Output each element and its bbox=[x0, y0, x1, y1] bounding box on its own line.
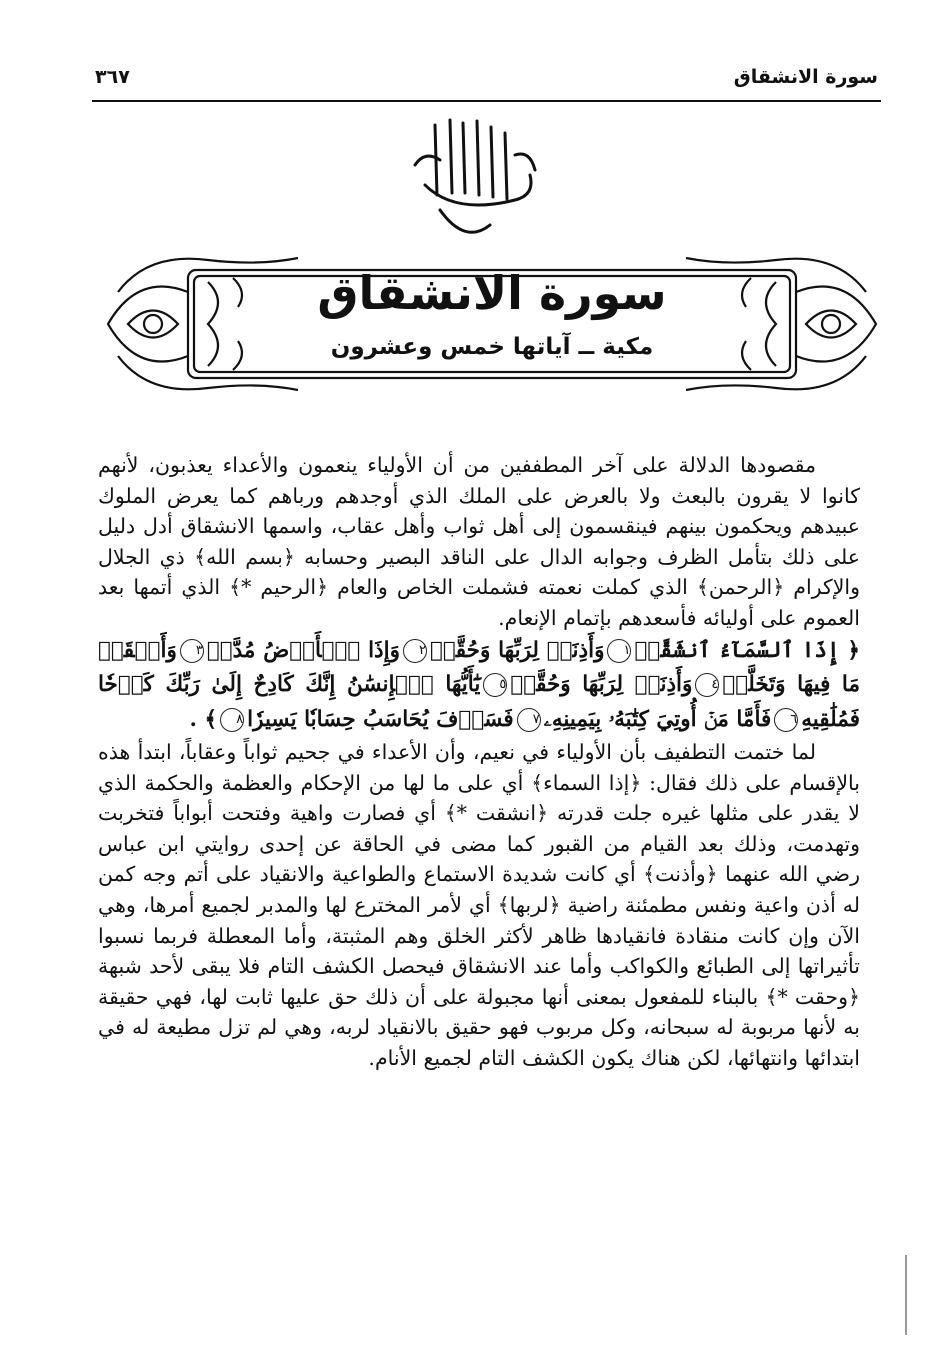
verse-6: يَٰٓأَيُّهَا ٱلۡإِنسَٰنُ إِنَّكَ كَادِحٌ إِلَىٰ رَبِّكَ كَدۡحٗا فَمُلَٰقِيهِ bbox=[98, 672, 860, 732]
intro-paragraph: مقصودها الدلالة على آخر المطففين من أن الأولياء ينعمون والأعداء يعذبون، لأنهم كانوا لا يقرون بالبعث ولا بالعرض على الملك الذي أوجدهم ورباهم كما يعرض الملوك عبيدهم ويحكمون بينهم فينقسمون إلى أهل ثواب وأهل عقاب، واسمها الانشقاق أدل دليل على ذلك بتأمل الظرف وجوابه الدال على الناقد البصير وحسابه ﴿بسم الله﴾ ذي الجلال والإكرام ﴿الرحمن﴾ الذي كملت نعمته فشملت الخاص والعام ﴿الرحيم *﴾ الذي أتمها بعد العموم على أوليائه فأسعدهم بإتمام الإنعام. bbox=[98, 453, 860, 630]
header-rule bbox=[92, 100, 881, 102]
verse-close: ﴾ . bbox=[189, 706, 218, 732]
running-head-surah-name: سورة الانشقاق bbox=[733, 66, 878, 88]
quran-verses bbox=[98, 634, 860, 738]
verse-number-6: ٦ bbox=[774, 708, 798, 732]
commentary-paragraph: لما ختمت التطفيف بأن الأولياء في نعيم، وأن الأعداء في جحيم ثواباً وعقاباً، ابتدأ هذه بالإقسام على ذلك فقال: ﴿إذا السماء﴾ أي على ما لها من الإحكام والعظمة والحكمة الذي لا يقدر على مثلها غيره جلت قدرته ﴿انشقت *﴾ أي فصارت واهية وفتحت أبواباً فتخربت وتهدمت، وذلك بعد القيام من القبور كما مضى في الحاقة عن إحدى روايتي ابن عباس رضي الله عنهما ﴿وأذنت﴾ أي كانت شديدة الاستماع والطواعية والانقياد على أتم وجه كمن له أذن واعية ونفس مطمئنة راضية ﴿لربها﴾ أي لأمر المخترع لها والمدبر لجميع أمرها، وهي الآن وإن كانت منقادة فانقيادها ظاهر لأكثر الخلق وهم المثبتة، وأما المعطلة فربما نسبوا تأثيراتها إلى الطبائع والكواكب وأما عند الانشقاق فيحصل الكشف التام فلا يبقى لأحد شبهة ﴿وحقت *﴾ بالبناء للمفعول بمعنى أنها مجبولة على أن ذلك حق عليها ثابت لها، فهي حقيقة به لأنها مربوبة له سبحانه، وكل مربوب فهو حقيق بالانقياد لربه، وهي لم تزل مطيعة له في ابتدائها وانتهائها، لكن هناك يكون الكشف التام لجميع الأنام. bbox=[98, 740, 860, 1070]
verse-number-8: ٨ bbox=[220, 708, 244, 732]
running-head bbox=[95, 62, 878, 102]
surah-title: سورة الانشقاق bbox=[317, 266, 667, 320]
verse-5: وَأَذِنَتۡ لِرَبِّهَا وَحُقَّتۡ bbox=[510, 672, 693, 698]
surah-title-banner bbox=[98, 252, 886, 397]
verse-8: فَسَوۡفَ يُحَاسَبُ حِسَابٗا يَسِيرٗا bbox=[247, 706, 514, 732]
basmala-calligraphy bbox=[395, 115, 555, 245]
verse-1: ﴿ إِذَا ٱلسَّمَآءُ ٱنشَقَّتۡ bbox=[634, 637, 860, 663]
verse-number-4: ٤ bbox=[695, 673, 719, 697]
surah-subtitle: مكية ــ آياتها خمس وعشرون bbox=[330, 334, 654, 360]
verse-number-7: ٧ bbox=[517, 708, 541, 732]
basmala-strokes-icon bbox=[395, 115, 555, 245]
page-number: ٣٦٧ bbox=[95, 66, 130, 88]
verse-2: وَأَذِنَتۡ لِرَبِّهَا وَحُقَّتۡ bbox=[429, 637, 605, 663]
verse-number-5: ٥ bbox=[483, 673, 507, 697]
verse-7: فَأَمَّا مَنۡ أُوتِيَ كِتَٰبَهُۥ بِيَمِينِهِۦ bbox=[543, 706, 772, 732]
verse-number-2: ٢ bbox=[403, 639, 427, 663]
margin-line bbox=[905, 1255, 907, 1335]
verse-4: وَأَلۡقَتۡ مَا فِيهَا وَتَخَلَّتۡ bbox=[98, 637, 860, 698]
verse-number-1: ١ bbox=[607, 639, 631, 663]
verse-number-3: ٣ bbox=[180, 639, 204, 663]
page-body bbox=[98, 450, 860, 1074]
verse-3: وَإِذَا ٱلۡأَرۡضُ مُدَّتۡ bbox=[206, 637, 400, 663]
